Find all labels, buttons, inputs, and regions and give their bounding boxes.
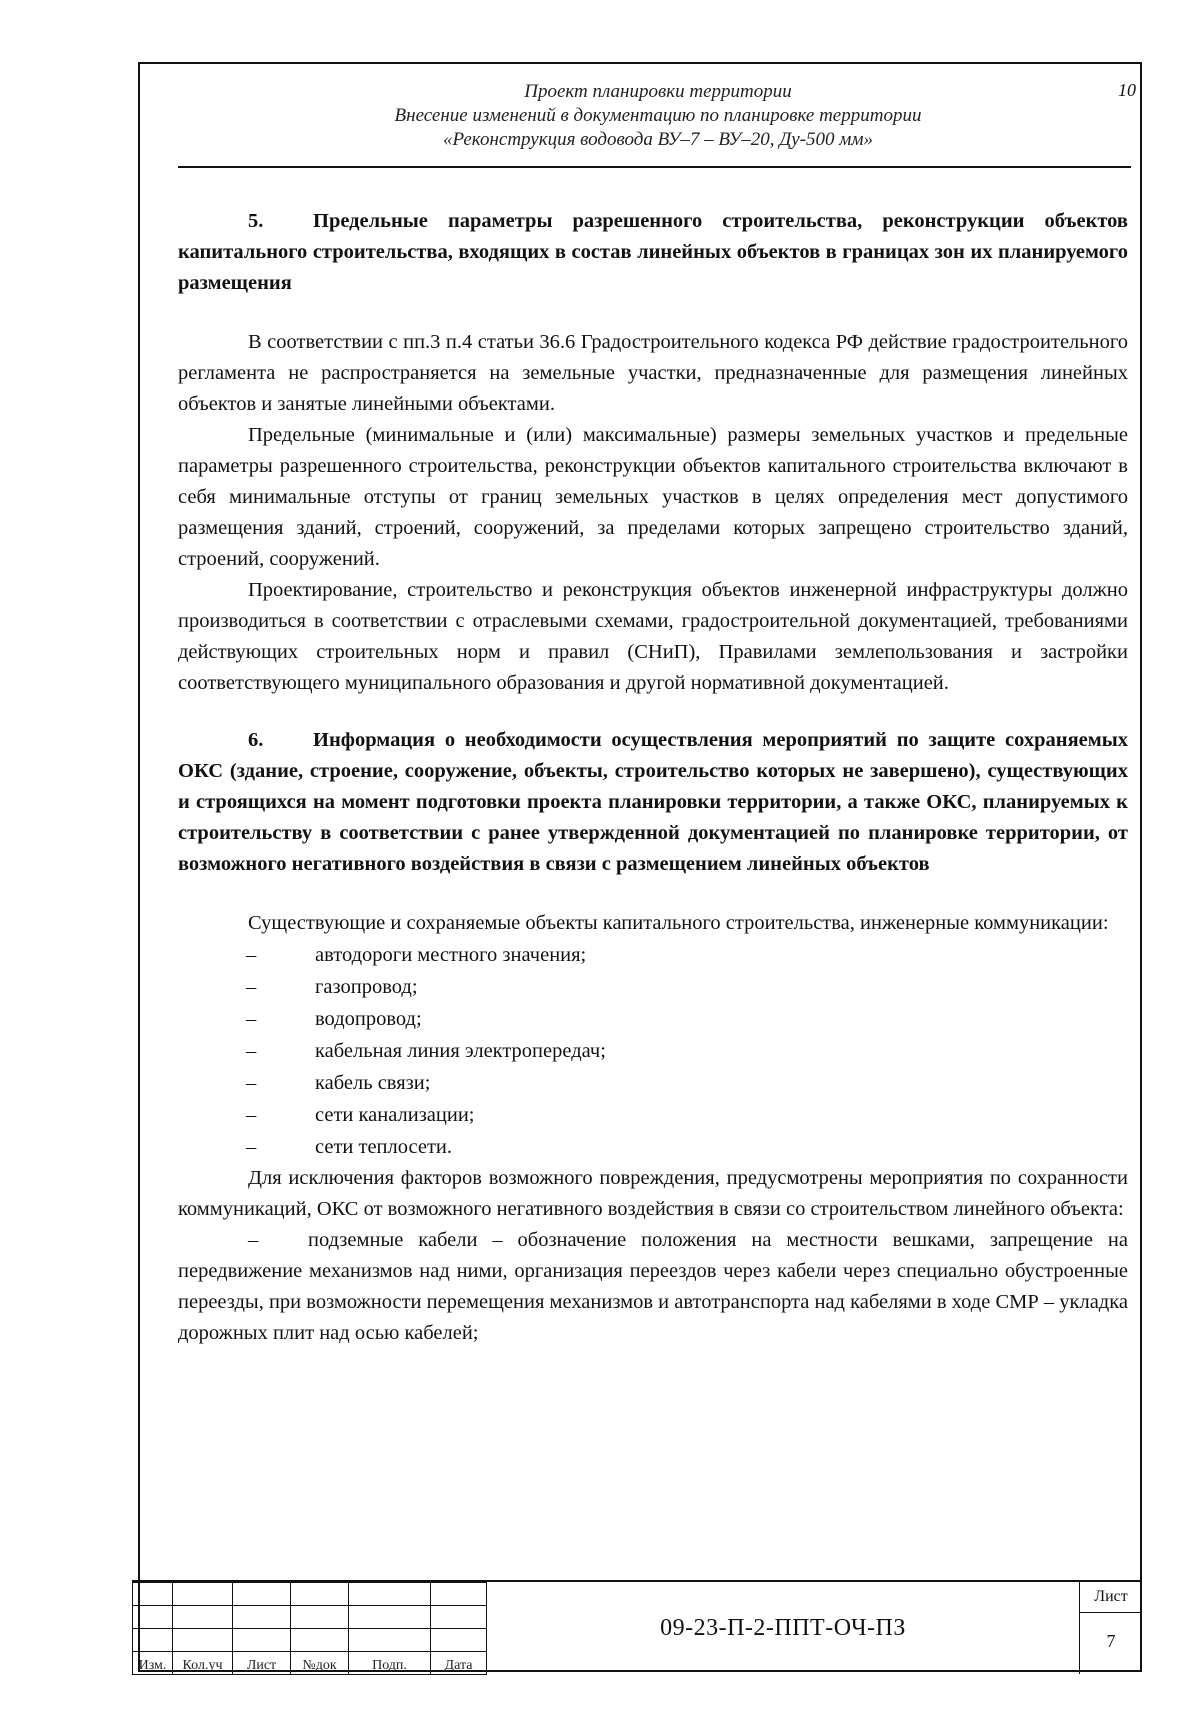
list-item-text: водопровод; [315, 1008, 422, 1030]
revision-cell [291, 1629, 349, 1652]
list-item [178, 1067, 1128, 1099]
list-item [178, 1099, 1128, 1131]
dash-marker: – [246, 1072, 257, 1094]
document-body [178, 206, 1128, 1349]
dash-marker: – [246, 1008, 257, 1030]
revision-cell [349, 1606, 431, 1629]
section-gap [178, 699, 1128, 725]
revision-cell [431, 1583, 487, 1606]
revision-cell [133, 1606, 173, 1629]
list-item-text: сети теплосети. [315, 1136, 453, 1158]
column-header-koluch: Кол.уч [173, 1652, 233, 1675]
dash-marker: – [246, 1040, 257, 1062]
document-code: 09-23-П-2-ППТ-ОЧ-ПЗ [486, 1582, 1080, 1674]
list-item-text: кабель связи; [315, 1072, 431, 1094]
revision-cell [349, 1629, 431, 1652]
dash-marker: – [248, 1229, 259, 1251]
section-5-paragraph-1: В соответствии с пп.3 п.4 статьи 36.6 Градостроительного кодекса РФ действие градостроительного регламента не распространяется на земельные участки, предназначенные для размещения линейных объектов и занятые линейными объектами. [178, 331, 1128, 415]
list-item-text: автодороги местного значения; [315, 944, 587, 966]
revision-cell [173, 1629, 233, 1652]
revision-grid [132, 1582, 487, 1675]
list-item [178, 1003, 1128, 1035]
measures-intro: Для исключения факторов возможного повреждения, предусмотрены мероприятия по сохранности коммуникаций, ОКС от возможного негативного воздействия в связи со строительством линейного объекта: [178, 1167, 1128, 1220]
header-page-number: 10 [1118, 80, 1136, 100]
column-header-izm: Изм. [133, 1652, 173, 1675]
revision-cell [349, 1583, 431, 1606]
header-line-3: «Реконструкция водовода ВУ–7 – ВУ–20, Ду-500 мм» [442, 129, 874, 150]
page-header [178, 80, 1138, 152]
revision-cell [233, 1606, 291, 1629]
list-item-text: сети канализации; [315, 1104, 475, 1126]
revision-cell [431, 1629, 487, 1652]
list-item-text: кабельная линия электропередач; [315, 1040, 606, 1062]
revision-cell [133, 1629, 173, 1652]
communications-list [178, 939, 1128, 1163]
revision-cell [291, 1583, 349, 1606]
header-line-1: Проект планировки территории [524, 81, 792, 102]
revision-cell [173, 1583, 233, 1606]
section-5-heading [178, 206, 1128, 299]
list-item [178, 971, 1128, 1003]
dash-marker: – [246, 976, 257, 998]
section-5-number: 5. [248, 210, 264, 232]
revision-cell [291, 1606, 349, 1629]
revision-cell [233, 1629, 291, 1652]
revision-cell [233, 1583, 291, 1606]
sheet-number: 7 [1106, 1631, 1116, 1651]
column-header-podp: Подп. [349, 1652, 431, 1675]
measure-item-1-text: подземные кабели – обозначение положения на местности вешками, запрещение на передвижение механизмов над ними, организация переездов через кабели через специально обустроенные переезды, при возможности перемещения механизмов и автотранспорта над кабелями в ходе СМР – укладка дорожных плит над осью кабелей; [178, 1229, 1128, 1344]
column-header-ndok: №док [291, 1652, 349, 1675]
list-item [178, 1131, 1128, 1163]
list-item-text: газопровод; [315, 976, 418, 998]
header-divider [178, 166, 1131, 168]
dash-marker: – [246, 1136, 257, 1158]
dash-marker: – [246, 1104, 257, 1126]
measure-item-1 [178, 1225, 1128, 1349]
sheet-label: Лист [1080, 1582, 1142, 1613]
title-block [132, 1580, 1142, 1672]
section-6-heading [178, 725, 1128, 880]
section-6-title: Информация о необходимости осуществления мероприятий по защите сохраняемых ОКС (здание, строение, сооружение, объекты, строительство которых не завершено), существующих и строящихся на момент подготовки проекта планировки территории, а также ОКС, планируемых к строительству в соответствии с ранее утвержденной документацией по планировке территории, от возможного негативного воздействия в связи с размещением линейных объектов [178, 729, 1128, 875]
column-header-list: Лист [233, 1652, 291, 1675]
section-5-paragraph-2: Предельные (минимальные и (или) максимальные) размеры земельных участков и предельные параметры разрешенного строительства, реконструкции объектов капитального строительства включают в себя минимальные отступы от границ земельных участков в целях определения мест допустимого размещения зданий, строений, сооружений, за пределами которых запрещено строительство зданий, строений, сооружений. [178, 424, 1128, 570]
list-item [178, 1035, 1128, 1067]
revision-cell [173, 1606, 233, 1629]
section-5-paragraph-3: Проектирование, строительство и реконструкция объектов инженерной инфраструктуры должно производиться в соответствии с отраслевыми схемами, градостроительной документацией, требованиями действующих строительных норм и правил (СНиП), Правилами землепользования и застройки соответствующего муниципального образования и другой нормативной документацией. [178, 579, 1128, 694]
section-5-title: Предельные параметры разрешенного строительства, реконструкции объектов капитального строительства, входящих в состав линейных объектов в границах зон их планируемого размещения [178, 210, 1128, 294]
section-6-intro: Существующие и сохраняемые объекты капитального строительства, инженерные коммуникации: [248, 912, 1109, 934]
dash-marker: – [246, 944, 257, 966]
revision-cell [133, 1583, 173, 1606]
sheet-box [1080, 1582, 1142, 1674]
section-6-number: 6. [248, 729, 264, 751]
column-header-data: Дата [431, 1652, 487, 1675]
list-item [178, 939, 1128, 971]
revision-cell [431, 1606, 487, 1629]
header-line-2: Внесение изменений в документацию по планировке территории [394, 105, 922, 126]
